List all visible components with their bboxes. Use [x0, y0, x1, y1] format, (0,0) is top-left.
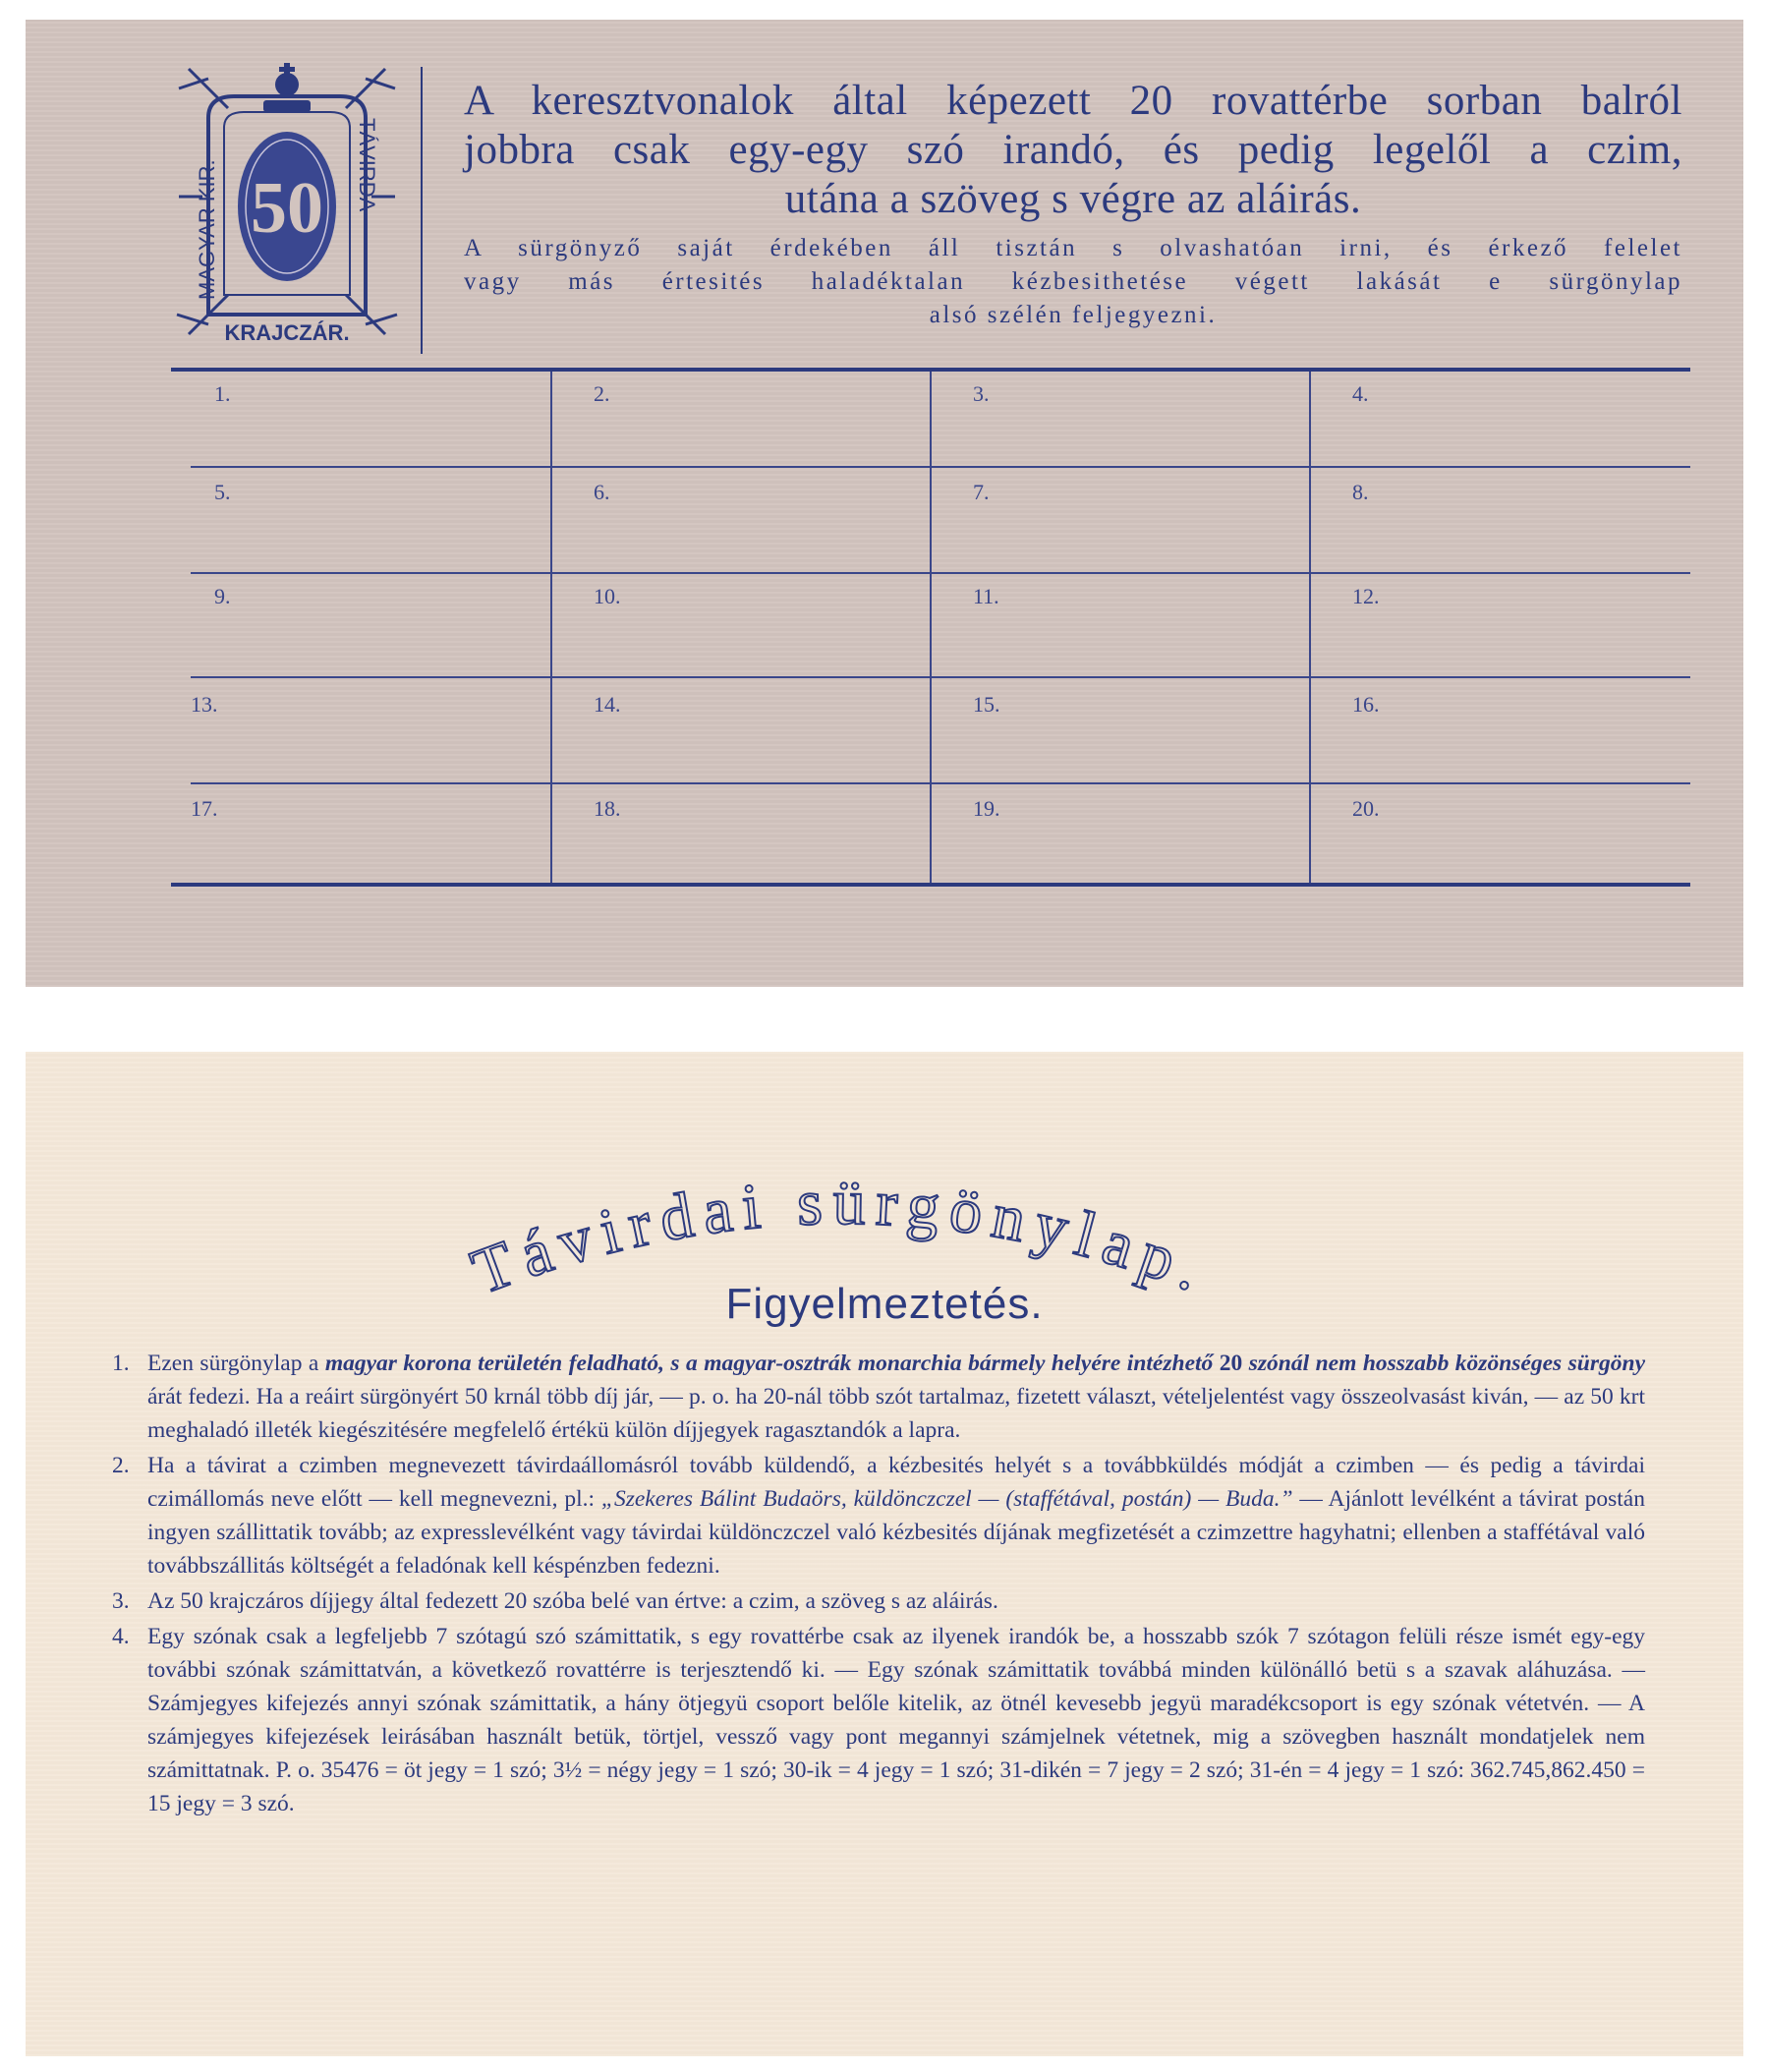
grid-cell-10[interactable]: 10. — [594, 584, 621, 608]
grid-cell-14[interactable]: 14. — [594, 692, 621, 717]
item-number: 2. — [112, 1453, 130, 1478]
stamp-text-left: MAGYAR KIR. — [195, 159, 219, 300]
grid-cell-12[interactable]: 12. — [1352, 584, 1380, 608]
list-item — [112, 1620, 1645, 1820]
grid-cell-1[interactable]: 1. — [214, 381, 231, 406]
grid-cell-20[interactable]: 20. — [1352, 796, 1380, 821]
item-text: Az 50 krajczáros díjjegy által fedezett 20 szóba belé van értve: a czim, a szöveg s az aláirás. — [147, 1588, 998, 1614]
grid-col-line — [930, 372, 932, 883]
item-emphasis: szónál nem hosszabb közönséges sürgöny — [1242, 1351, 1645, 1376]
grid-cell-3[interactable]: 3. — [973, 381, 990, 406]
item-text: árát fedezi. Ha a reáirt sürgönyért 50 krnál több díj jár, — p. o. ha 20-nál több szót tartalmaz, fizetett választ, vételjelentést vagy összeolvasást kiván, — az 50 krt meghaladó illeték kiegészitésére megfelelő értékü külön díjjegyek ragasztandók a lapra. — [147, 1384, 1645, 1443]
grid-col-line — [550, 372, 552, 883]
note-text — [464, 232, 1682, 332]
telegram-form-back — [26, 1052, 1743, 2056]
grid-cell-16[interactable]: 16. — [1352, 692, 1380, 717]
grid-cell-4[interactable]: 4. — [1352, 381, 1369, 406]
grid-cell-11[interactable]: 11. — [973, 584, 999, 608]
instruction-line: jobbra csak egy-egy szó irandó, és pedig legelől a czim, — [464, 127, 1682, 173]
item-number: 3. — [112, 1588, 130, 1614]
grid-cell-7[interactable]: 7. — [973, 480, 990, 504]
stamp-value: 50 — [251, 168, 323, 249]
list-item — [112, 1584, 1645, 1618]
item-number: 4. — [112, 1624, 130, 1649]
word-grid — [171, 368, 1690, 887]
grid-row-line — [191, 676, 1690, 678]
grid-row-line — [191, 572, 1690, 574]
note-line: A sürgönyző saját érdekében áll tisztán s olvashatóan irni, és érkező felelet — [464, 235, 1682, 261]
item-text: — Ajánlott levélként a távirat postán ingyen szállittatik tovább; az expresslevélként vagy távirdai küldönczczel való kézbesités díjának megfizetését a czimzettre hagyhatni; ellenben a staffétával való továbbszállitás költségét a feladónak kell késpénzben fedezni. — [147, 1486, 1645, 1579]
stamp-text-bottom: KRAJCZÁR. — [224, 320, 350, 345]
item-text: Egy szónak csak a legfeljebb 7 szótagú szó számittatik, s egy rovattérbe csak az ilyenek irandók be, a hosszabb szók 7 szótagon felüli része ismét egy-egy további szónak számittatván, a következő rovattérre is terjesztendő ki. — Egy szónak számittatik továbbá minden különálló betü s a szavak aláhuzása. — Számjegyes kifejezés annyi szónak számittatik, a hány ötjegyü csoport belőle kitelik, az ötnél kevesebb jegyü maradékcsoport is egy szónak vétetvén. — A számjegyes kifejezések leirásában használt betük, törtjel, vessző vagy pont megannyi számjelnek vétetnek, mig a szövegben használt mondatjelek nem számittatnak. P. o. 35476 = öt jegy = 1 szó; 3½ = négy jegy = 1 szó; 30-ik = 4 jegy = 1 szó; 31-dikén = 7 jegy = 2 szó; 31-én = 4 jegy = 1 szó: 362.745,862.450 = 15 jegy = 3 szó. — [147, 1624, 1645, 1816]
grid-cell-18[interactable]: 18. — [594, 796, 621, 821]
item-emphasis: magyar korona területén feladható, s a magyar-osztrák monarchia bármely helyére intézhető — [324, 1351, 1220, 1376]
grid-cell-19[interactable]: 19. — [973, 796, 1000, 821]
note-line: alsó szélén feljegyezni. — [929, 302, 1218, 328]
subtitle: Figyelmeztetés. — [725, 1280, 1044, 1328]
instruction-line: utána a szöveg s végre az aláirás. — [784, 176, 1362, 222]
item-text: Ha a távirat a czimben megnevezett távirdaállomásról tovább küldendő, a kézbesités helyét s a továbbküldés módját a czimben — és pedig a távirdai czimállomás neve előtt — kell megnevezni, pl.: — [147, 1453, 1645, 1512]
grid-cell-13[interactable]: 13. — [191, 692, 218, 717]
grid-cell-8[interactable]: 8. — [1352, 480, 1369, 504]
grid-cell-9[interactable]: 9. — [214, 584, 231, 608]
item-bold: 20 — [1219, 1351, 1243, 1376]
note-line: vagy más értesités haladéktalan kézbesithetése végett lakását e sürgönylap — [464, 268, 1682, 295]
grid-cell-5[interactable]: 5. — [214, 480, 231, 504]
grid-cell-2[interactable]: 2. — [594, 381, 610, 406]
grid-cell-15[interactable]: 15. — [973, 692, 1000, 717]
grid-col-line — [1309, 372, 1311, 883]
grid-row-line — [191, 782, 1690, 784]
item-number: 1. — [112, 1351, 130, 1376]
grid-cell-6[interactable]: 6. — [594, 480, 610, 504]
instruction-text — [464, 77, 1682, 224]
list-item — [112, 1347, 1645, 1447]
instruction-line: A keresztvonalok által képezett 20 rovattérbe sorban balról — [464, 78, 1682, 124]
item-emphasis: „Szekeres Bálint Budaörs, küldönczczel — (staffétával, postán) — Buda.” — [600, 1486, 1293, 1512]
header-divider — [421, 67, 423, 354]
telegram-form-front — [26, 20, 1743, 987]
grid-row-line — [191, 466, 1690, 468]
stamp-text-right: TÁVIRDA — [355, 118, 379, 212]
stamp-emblem — [169, 49, 405, 354]
item-text: Ezen sürgönylap a — [147, 1351, 325, 1376]
list-item — [112, 1449, 1645, 1583]
card-title-text: Távirdai sürgönylap. — [462, 1166, 1221, 1309]
notice-list — [112, 1347, 1645, 1822]
grid-bottom-rule — [171, 883, 1690, 887]
grid-cell-17[interactable]: 17. — [191, 796, 218, 821]
